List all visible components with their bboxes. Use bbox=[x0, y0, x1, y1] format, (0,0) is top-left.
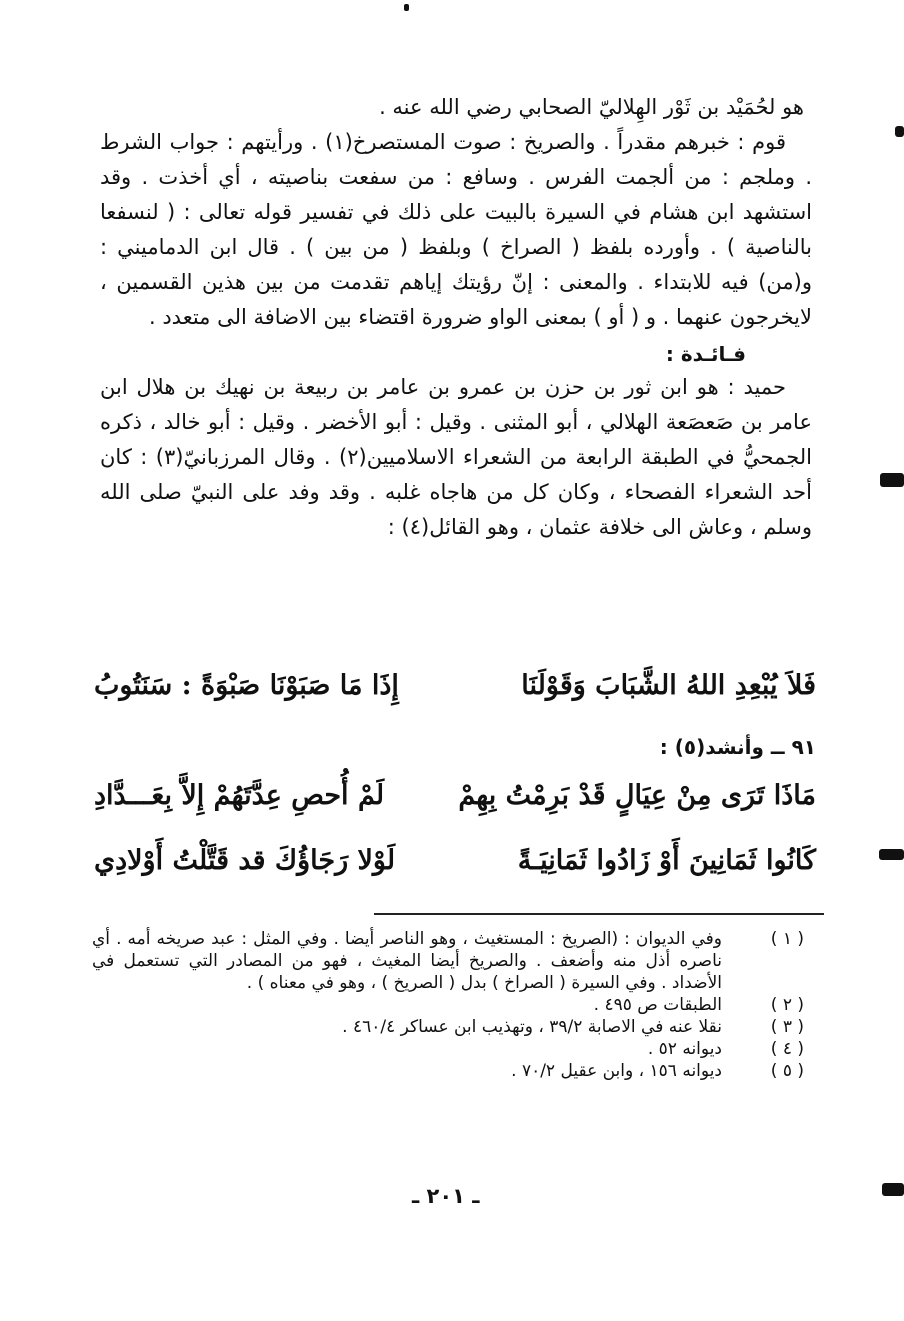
footnote-item bbox=[92, 928, 804, 994]
edge-mark bbox=[880, 473, 904, 487]
section-heading: فـائـدة : bbox=[665, 342, 746, 366]
footnote-text: نقلا عنه في الاصابة ٣٩/٢ ، وتهذيب ابن عساكر ٤٦٠/٤ . bbox=[342, 1017, 722, 1037]
footnotes bbox=[92, 928, 804, 1082]
verse-hemistich-right: كَانُوا ثَمَانِينَ أَوْ زَادُوا ثَمَانِيَـةً bbox=[517, 845, 816, 876]
footnote-item bbox=[92, 994, 804, 1016]
page-number: ـ ٢٠١ ـ bbox=[412, 1184, 480, 1208]
edge-mark bbox=[895, 126, 904, 137]
verse-line bbox=[94, 780, 816, 811]
footnote-number: ( ٤ ) bbox=[770, 1039, 804, 1059]
footnote-item bbox=[92, 1060, 804, 1082]
edge-mark bbox=[879, 849, 904, 860]
footnote-number: ( ٢ ) bbox=[770, 995, 804, 1015]
main-text bbox=[100, 90, 812, 545]
footnote-item bbox=[92, 1016, 804, 1038]
edge-mark bbox=[882, 1183, 904, 1196]
verse-line bbox=[94, 670, 816, 701]
paragraph-biography: حميد : هو ابن ثور بن حزن بن عمرو بن عامر بن ربيعة بن نهيك بن هلال ابن عامر بن صَعصَعة الهلالي ، أبو المثنى . وقيل : أبو الأخضر . وقيل : أبو خالد ، ذكره الجمحيُّ في الطبقة الرابعة من الشعراء الاسلاميين(٢) . وقال المرزبانيّ(٣) : كان أحد الشعراء الفصحاء ، وكان كل من هاجاه غلبه . وقد وفد على النبيّ صلى الله وسلم ، وعاش الى خلافة عثمان ، وهو القائل(٤) : bbox=[100, 375, 812, 539]
footnote-text: الطبقات ص ٤٩٥ . bbox=[593, 995, 722, 1015]
verse-line bbox=[94, 845, 816, 876]
verse-hemistich-right: فَلاَ يُبْعِدِ اللهُ الشَّبَابَ وَقَوْلَنَا bbox=[521, 670, 816, 701]
verse-heading: ٩١ ــ وأنشد(٥) : bbox=[659, 735, 816, 759]
footnote-text: وفي الديوان : (الصريخ : المستغيث ، وهو الناصر أيضا . وفي المثل : عبد صريخه أمه . أي ناصره أذل منه وأضعف . والصريخ أيضا المغيث ، فهو من المصادر التي تستعمل في الأضداد . وفي السيرة ( الصراخ ) بدل ( الصريخ ) ، وهو في معناه ) . bbox=[92, 929, 722, 993]
verse-hemistich-left: لَوْلا رَجَاؤُكَ قد قَتَّلْتُ أَوْلادِي bbox=[94, 845, 396, 876]
verse-hemistich-left: لَمْ أُحصِ عِدَّتَهُمْ إِلاَّ بِعَـــدَّادِ bbox=[94, 780, 385, 811]
top-ink-dot bbox=[404, 4, 409, 11]
paragraph-commentary: قوم : خبرهم مقدراً . والصريخ : صوت المستصرخ(١) . ورأيتهم : جواب الشرط . وملجم : من ألجمت الفرس . وسافع : من سفعت بناصيته ، أي أخذت . وقد استشهد ابن هشام في السيرة بالبيت على ذلك في تفسير قوله تعالى : ( لنسفعا بالناصية ) . وأورده بلفظ ( الصراخ ) وبلفظ ( من بين ) . قال ابن الدماميني : و(من) فيه للابتداء . والمعنى : إنّ رؤيتك إياهم تقدمت من بين هذين القسمين ، لايخرجون عنهما . و ( أو ) بمعنى الواو ضرورة اقتضاء بين الاضافة الى متعدد . bbox=[100, 130, 812, 329]
opening-line: هو لحُمَيْد بن ثَوْر الهِلاليّ الصحابي رضي الله عنه . bbox=[379, 95, 804, 119]
footnote-number: ( ١ ) bbox=[770, 929, 804, 949]
verse-hemistich-left: إِذَا مَا صَبَوْنَا صَبْوَةً : سَنَتُوبُ bbox=[94, 670, 399, 701]
footnote-number: ( ٥ ) bbox=[770, 1061, 804, 1081]
footnote-item bbox=[92, 1038, 804, 1060]
footnote-text: ديوانه ١٥٦ ، وابن عقيل ٧٠/٢ . bbox=[511, 1061, 722, 1081]
footnote-text: ديوانه ٥٢ . bbox=[647, 1039, 722, 1059]
footnote-number: ( ٣ ) bbox=[770, 1017, 804, 1037]
verse-hemistich-right: مَاذَا تَرَى مِنْ عِيَالٍ قَدْ بَرِمْتُ بِهِمْ bbox=[458, 780, 816, 811]
footnote-divider bbox=[374, 913, 824, 915]
